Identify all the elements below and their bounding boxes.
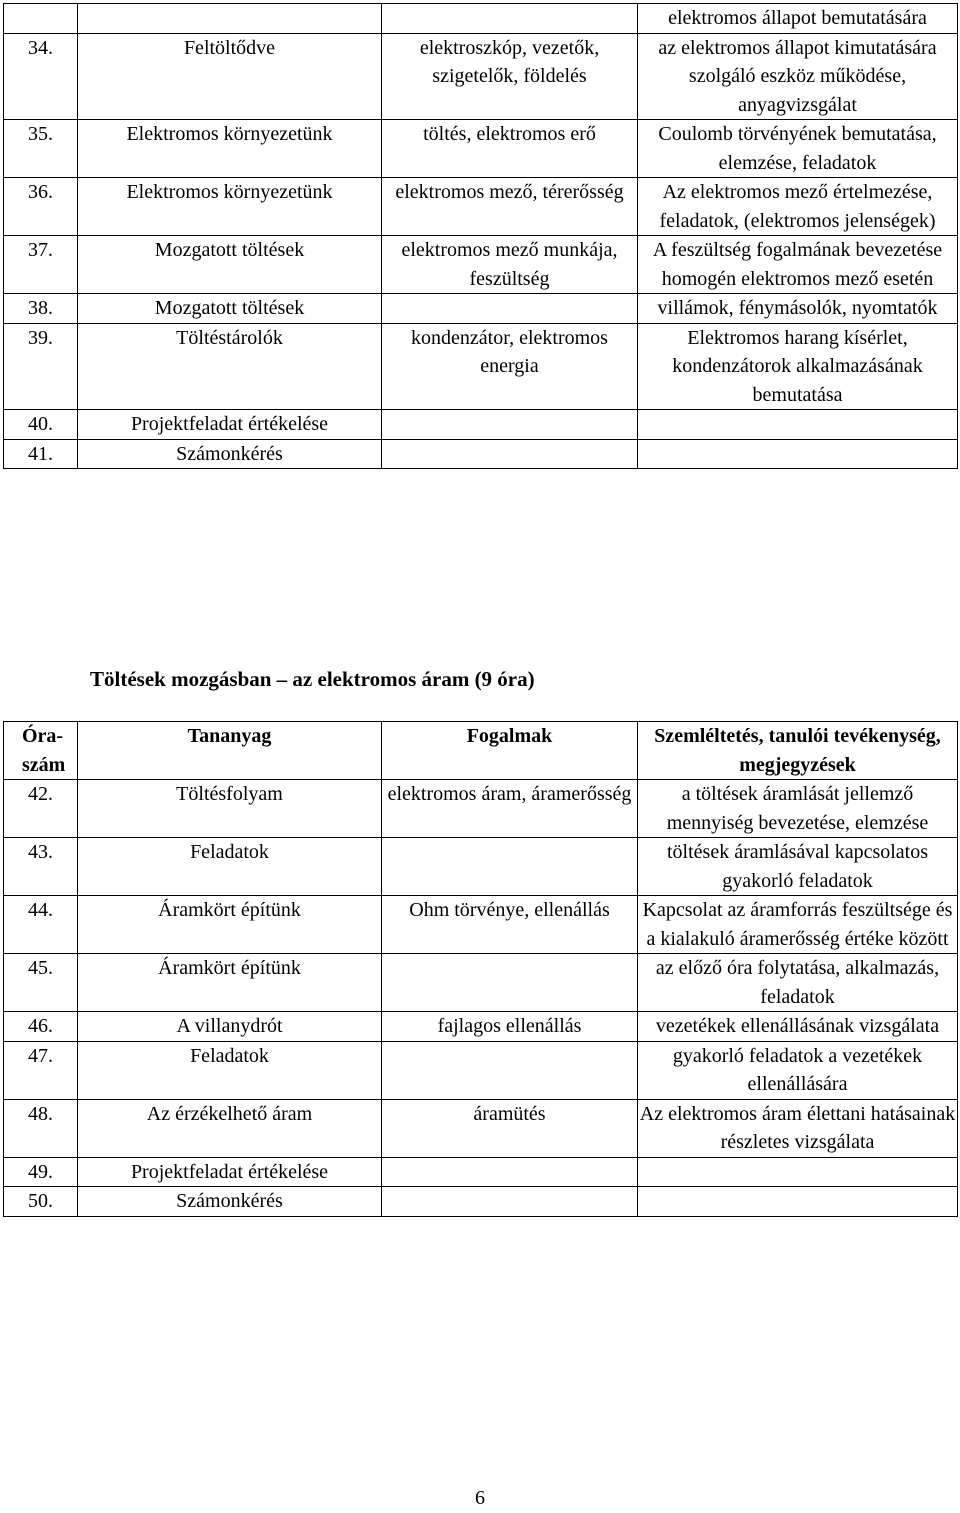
- table-header-row: [4, 722, 958, 780]
- lesson-notes: Az elektromos áram élettani hatásainak részletes vizsgálata: [638, 1099, 958, 1157]
- lesson-table-bottom: [3, 721, 958, 1217]
- table-row: [4, 236, 958, 294]
- lesson-table-top-body: [4, 4, 958, 469]
- lesson-number: 39.: [4, 323, 78, 410]
- lesson-number: 50.: [4, 1187, 78, 1217]
- lesson-topic: [78, 4, 382, 34]
- lesson-concepts: kondenzátor, elektromos energia: [382, 323, 638, 410]
- lesson-notes: Coulomb törvényének bemutatása, elemzése, feladatok: [638, 120, 958, 178]
- lesson-notes: gyakorló feladatok a vezetékek ellenállására: [638, 1041, 958, 1099]
- table-row: [4, 120, 958, 178]
- lesson-concepts: elektromos áram, áramerősség: [382, 780, 638, 838]
- table-row: [4, 439, 958, 469]
- lesson-topic: Töltéstárolók: [78, 323, 382, 410]
- lesson-topic: Áramkört építünk: [78, 954, 382, 1012]
- lesson-topic: Projektfeladat értékelése: [78, 1157, 382, 1187]
- lesson-number: 48.: [4, 1099, 78, 1157]
- lesson-concepts: [382, 4, 638, 34]
- lesson-notes: Kapcsolat az áramforrás feszültsége és a kialakuló áramerősség értéke között: [638, 896, 958, 954]
- table-row: [4, 780, 958, 838]
- lesson-concepts: elektroszkóp, vezetők, szigetelők, földelés: [382, 33, 638, 120]
- lesson-concepts: [382, 294, 638, 324]
- lesson-notes: vezetékek ellenállásának vizsgálata: [638, 1012, 958, 1042]
- table-row: [4, 4, 958, 34]
- lesson-notes: [638, 1187, 958, 1217]
- lesson-topic: Az érzékelhető áram: [78, 1099, 382, 1157]
- lesson-concepts: [382, 1041, 638, 1099]
- lesson-notes: villámok, fénymásolók, nyomtatók: [638, 294, 958, 324]
- lesson-topic: Mozgatott töltések: [78, 236, 382, 294]
- table-row: [4, 1099, 958, 1157]
- lesson-topic: A villanydrót: [78, 1012, 382, 1042]
- lesson-topic: Töltésfolyam: [78, 780, 382, 838]
- page-number: 6: [475, 1487, 485, 1509]
- table-row: [4, 838, 958, 896]
- table-row: [4, 410, 958, 440]
- lesson-concepts: [382, 1157, 638, 1187]
- lesson-notes: a töltések áramlását jellemző mennyiség bevezetése, elemzése: [638, 780, 958, 838]
- lesson-topic: Feladatok: [78, 838, 382, 896]
- lesson-number: 37.: [4, 236, 78, 294]
- lesson-concepts: töltés, elektromos erő: [382, 120, 638, 178]
- lesson-concepts: [382, 838, 638, 896]
- lesson-number: 38.: [4, 294, 78, 324]
- lesson-notes: [638, 439, 958, 469]
- header-lesson-number: Óra-szám: [4, 722, 78, 780]
- lesson-number: 45.: [4, 954, 78, 1012]
- lesson-number: 44.: [4, 896, 78, 954]
- lesson-table-bottom-body: [4, 780, 958, 1217]
- section-title: Töltések mozgásban – az elektromos áram (9 óra): [90, 667, 535, 691]
- table-row: [4, 1012, 958, 1042]
- lesson-number: 41.: [4, 439, 78, 469]
- lesson-number: 46.: [4, 1012, 78, 1042]
- lesson-notes: Elektromos harang kísérlet, kondenzátorok alkalmazásának bemutatása: [638, 323, 958, 410]
- table-row: [4, 33, 958, 120]
- lesson-concepts: [382, 1187, 638, 1217]
- table-row: [4, 896, 958, 954]
- lesson-concepts: Ohm törvénye, ellenállás: [382, 896, 638, 954]
- lesson-topic: Mozgatott töltések: [78, 294, 382, 324]
- header-topic: Tananyag: [78, 722, 382, 780]
- lesson-notes: A feszültség fogalmának bevezetése homogén elektromos mező esetén: [638, 236, 958, 294]
- lesson-number: 36.: [4, 178, 78, 236]
- header-notes: Szemléltetés, tanulói tevékenység, megjegyzések: [638, 722, 958, 780]
- lesson-concepts: elektromos mező, térerősség: [382, 178, 638, 236]
- lesson-concepts: fajlagos ellenállás: [382, 1012, 638, 1042]
- lesson-concepts: [382, 410, 638, 440]
- header-concepts: Fogalmak: [382, 722, 638, 780]
- lesson-concepts: áramütés: [382, 1099, 638, 1157]
- lesson-topic: Feladatok: [78, 1041, 382, 1099]
- lesson-topic: Számonkérés: [78, 1187, 382, 1217]
- lesson-notes: az előző óra folytatása, alkalmazás, feladatok: [638, 954, 958, 1012]
- lesson-number: 35.: [4, 120, 78, 178]
- lesson-concepts: [382, 954, 638, 1012]
- table-row: [4, 1041, 958, 1099]
- lesson-topic: Áramkört építünk: [78, 896, 382, 954]
- table-row: [4, 1157, 958, 1187]
- lesson-topic: Elektromos környezetünk: [78, 120, 382, 178]
- lesson-notes: töltések áramlásával kapcsolatos gyakorló feladatok: [638, 838, 958, 896]
- lesson-topic: Feltöltődve: [78, 33, 382, 120]
- table-row: [4, 323, 958, 410]
- lesson-notes: elektromos állapot bemutatására: [638, 4, 958, 34]
- lesson-notes: [638, 410, 958, 440]
- lesson-concepts: elektromos mező munkája, feszültség: [382, 236, 638, 294]
- lesson-topic: Projektfeladat értékelése: [78, 410, 382, 440]
- lesson-number: 47.: [4, 1041, 78, 1099]
- table-row: [4, 178, 958, 236]
- lesson-concepts: [382, 439, 638, 469]
- lesson-topic: Számonkérés: [78, 439, 382, 469]
- lesson-number: 49.: [4, 1157, 78, 1187]
- lesson-table-top: [3, 3, 958, 469]
- lesson-topic: Elektromos környezetünk: [78, 178, 382, 236]
- lesson-notes: az elektromos állapot kimutatására szolgáló eszköz működése, anyagvizsgálat: [638, 33, 958, 120]
- table-row: [4, 1187, 958, 1217]
- table-row: [4, 294, 958, 324]
- lesson-notes: Az elektromos mező értelmezése, feladatok, (elektromos jelenségek): [638, 178, 958, 236]
- table-row: [4, 954, 958, 1012]
- lesson-number: [4, 4, 78, 34]
- lesson-notes: [638, 1157, 958, 1187]
- lesson-number: 40.: [4, 410, 78, 440]
- lesson-number: 43.: [4, 838, 78, 896]
- lesson-number: 42.: [4, 780, 78, 838]
- lesson-number: 34.: [4, 33, 78, 120]
